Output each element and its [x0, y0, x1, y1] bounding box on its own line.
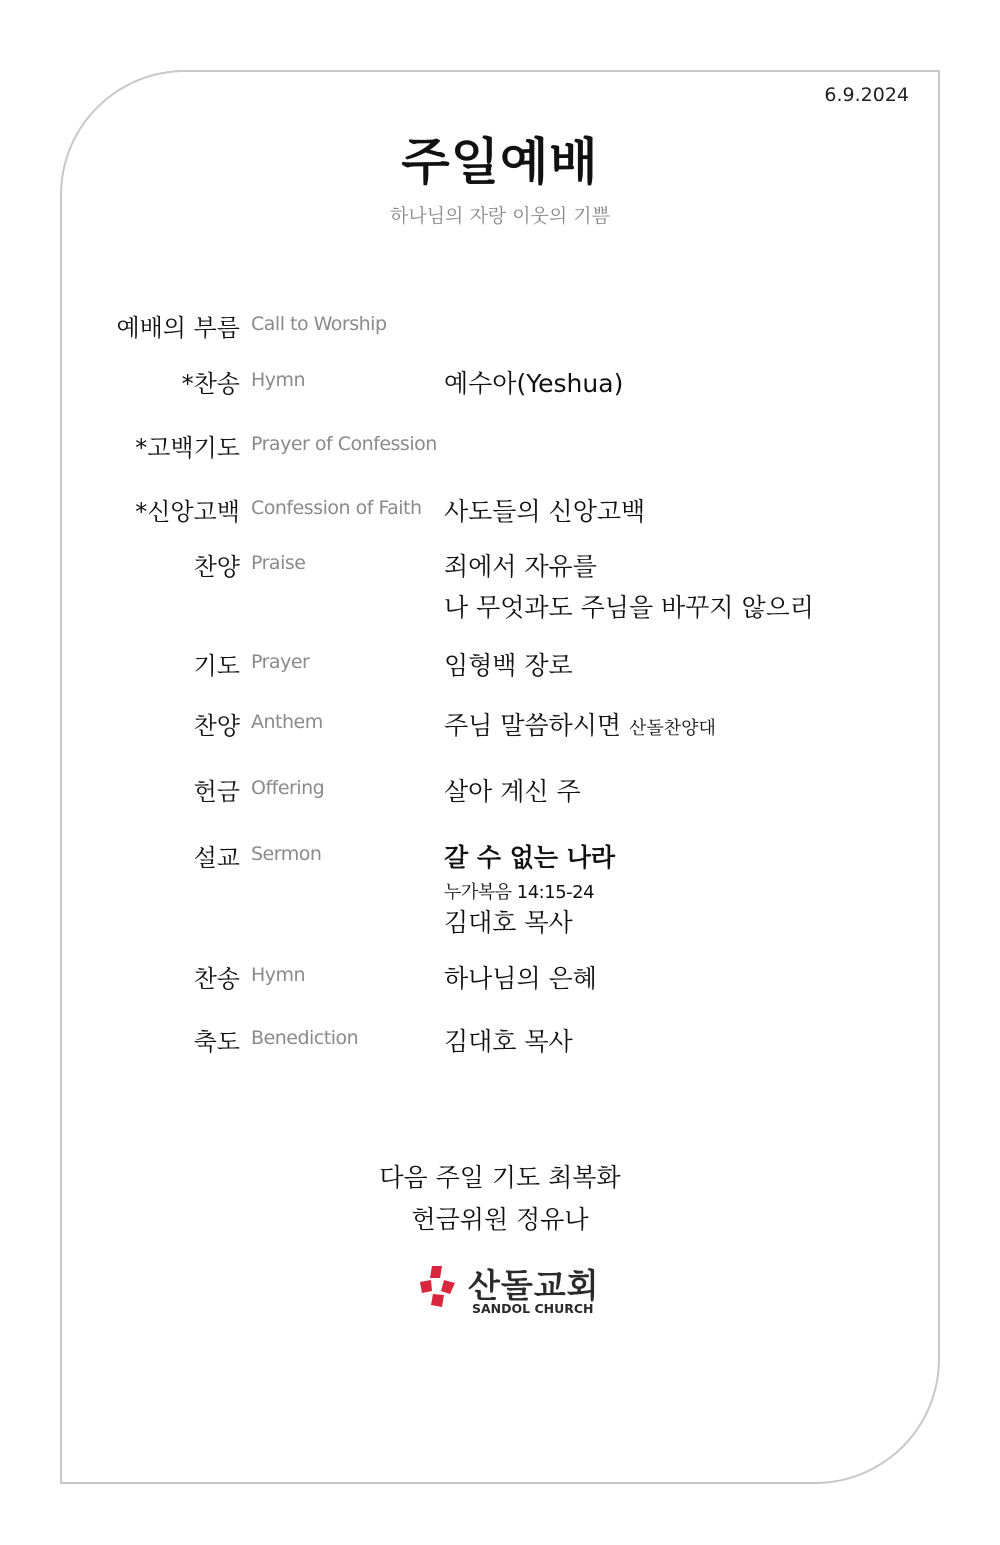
- order-label-en: Anthem: [251, 711, 323, 733]
- page-title: 주일예배: [401, 133, 599, 191]
- order-value: 살아 계신 주: [444, 777, 581, 806]
- order-label-ko: 찬송: [193, 965, 240, 993]
- order-label-en: Prayer: [251, 651, 310, 673]
- sermon-title: 갈 수 없는 나라: [444, 843, 616, 872]
- order-label-en: Confession of Faith: [251, 497, 422, 519]
- order-value: 하나님의 은혜: [444, 964, 597, 993]
- anthem-title: 주님 말씀하시면: [444, 711, 621, 740]
- order-value: 죄에서 자유를: [444, 552, 597, 581]
- order-label-ko: 헌금: [193, 778, 240, 806]
- preacher-name: 김대호 목사: [444, 908, 573, 937]
- order-value: 사도들의 신앙고백: [444, 497, 646, 526]
- order-label-ko: 기도: [193, 652, 240, 680]
- order-label-en: Call to Worship: [251, 313, 387, 335]
- order-label-ko: *고백기도: [135, 434, 240, 462]
- order-label-ko: 찬양: [193, 553, 240, 581]
- church-name-ko: 산돌교회: [468, 1266, 600, 1305]
- choir-name: 산돌찬양대: [628, 718, 716, 739]
- order-value: 김대호 목사: [444, 1027, 573, 1056]
- church-name-en: SANDOL CHURCH: [472, 1301, 594, 1316]
- order-value-second: 나 무엇과도 주님을 바꾸지 않으리: [444, 593, 814, 622]
- order-label-en: Hymn: [251, 964, 306, 986]
- order-label-en: Prayer of Confession: [251, 433, 437, 455]
- scripture-reference: 누가복음 14:15-24: [444, 882, 595, 903]
- church-logo: [418, 1262, 600, 1320]
- order-label-ko: *신앙고백: [135, 498, 240, 526]
- order-label-en: Praise: [251, 552, 306, 574]
- service-date: 6.9.2024: [824, 84, 909, 106]
- order-label-ko: *찬송: [181, 370, 240, 398]
- order-value: [444, 706, 716, 742]
- order-label-en: Offering: [251, 777, 325, 799]
- next-week-prayer: 다음 주일 기도 최복화: [379, 1163, 621, 1192]
- church-logo-mark-icon: [418, 1264, 458, 1308]
- order-label-ko: 예배의 부름: [116, 314, 240, 342]
- order-label-en: Hymn: [251, 369, 306, 391]
- order-label-en: Sermon: [251, 843, 322, 865]
- order-value: 임형백 장로: [444, 651, 573, 680]
- order-label-ko: 찬양: [193, 712, 240, 740]
- offering-committee: 헌금위원 정유나: [411, 1205, 589, 1234]
- order-label-ko: 축도: [193, 1028, 240, 1056]
- order-value: 예수아(Yeshua): [444, 369, 624, 398]
- order-label-en: Benediction: [251, 1027, 359, 1049]
- order-label-ko: 설교: [193, 844, 240, 872]
- page-subtitle: 하나님의 자랑 이웃의 기쁨: [389, 205, 610, 227]
